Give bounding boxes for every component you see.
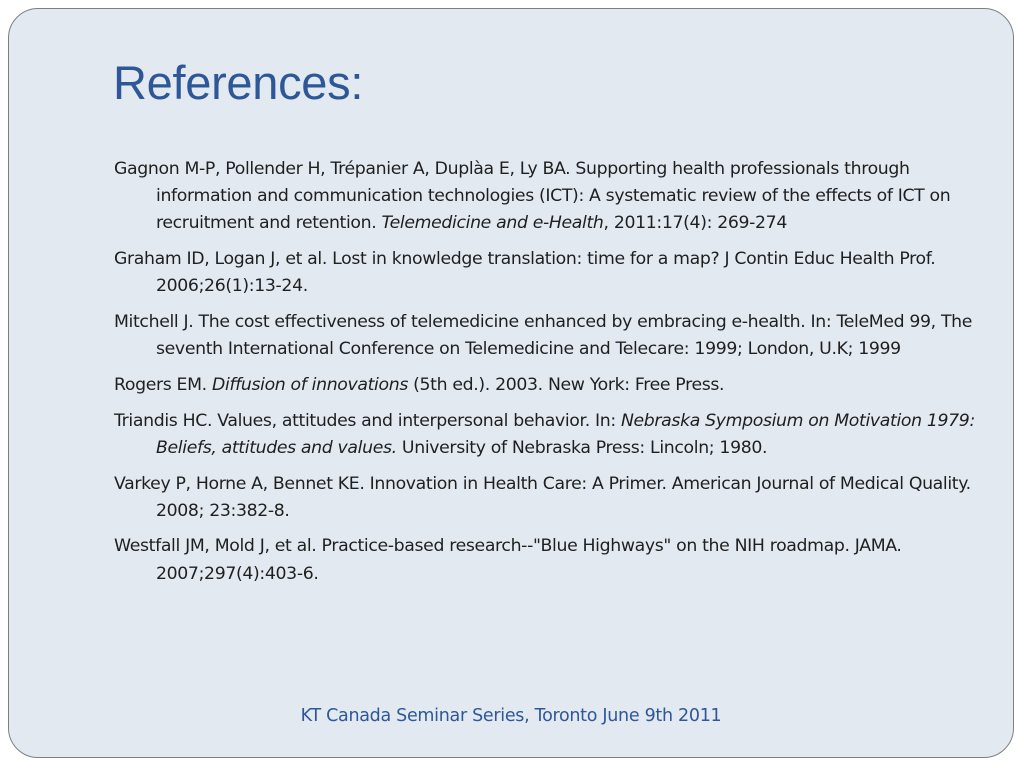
reference-book-title: Diffusion of innovations [211,374,408,395]
slide-title: References: [113,56,364,109]
reference-text: Rogers EM. [114,374,212,395]
slide [8,8,1014,758]
reference-book-title: Nebraska Symposium on Motivation 1979: Beliefs, attitudes and values. [156,410,975,458]
reference-item [114,372,984,399]
reference-text: Graham ID, Logan J, et al. Lost in knowledge translation: time for a map? J Contin Educ Health Prof. 2006;26(1):13-24. [114,249,936,297]
reference-item [114,533,984,587]
reference-text: Gagnon M-P, Pollender H, Trépanier A, Duplàa E, Ly BA. Supporting health professionals through information and communication technologies (ICT): A systematic review of the effects of ICT on recruitment and retention. [114,159,951,234]
reference-text: Westfall JM, Mold J, et al. Practice-based research--"Blue Highways" on the NIH roadmap. JAMA. 2007;297(4):403-6. [114,536,902,584]
reference-item [114,156,984,238]
reference-journal-title: Telemedicine and e-Health [381,213,604,234]
reference-text: Mitchell J. The cost effectiveness of telemedicine enhanced by embracing e-health. In: TeleMed 99, The seventh International Conference on Telemedicine and Telecare: 1999; London, U.K; 1999 [114,312,973,360]
reference-text: Triandis HC. Values, attitudes and interpersonal behavior. In: [114,410,621,431]
slide-footer: KT Canada Seminar Series, Toronto June 9th 2011 [300,706,722,726]
reference-details: University of Nebraska Press: Lincoln; 1980. [396,437,768,458]
reference-details: (5th ed.). 2003. New York: Free Press. [408,374,725,395]
reference-item [114,471,984,525]
reference-item [114,408,984,462]
reference-item [114,246,984,300]
reference-list [114,156,984,596]
reference-item [114,309,984,363]
reference-text: Varkey P, Horne A, Bennet KE. Innovation in Health Care: A Primer. American Journal of Medical Quality. 2008; 23:382-8. [114,473,971,521]
reference-details: , 2011:17(4): 269-274 [603,213,787,234]
